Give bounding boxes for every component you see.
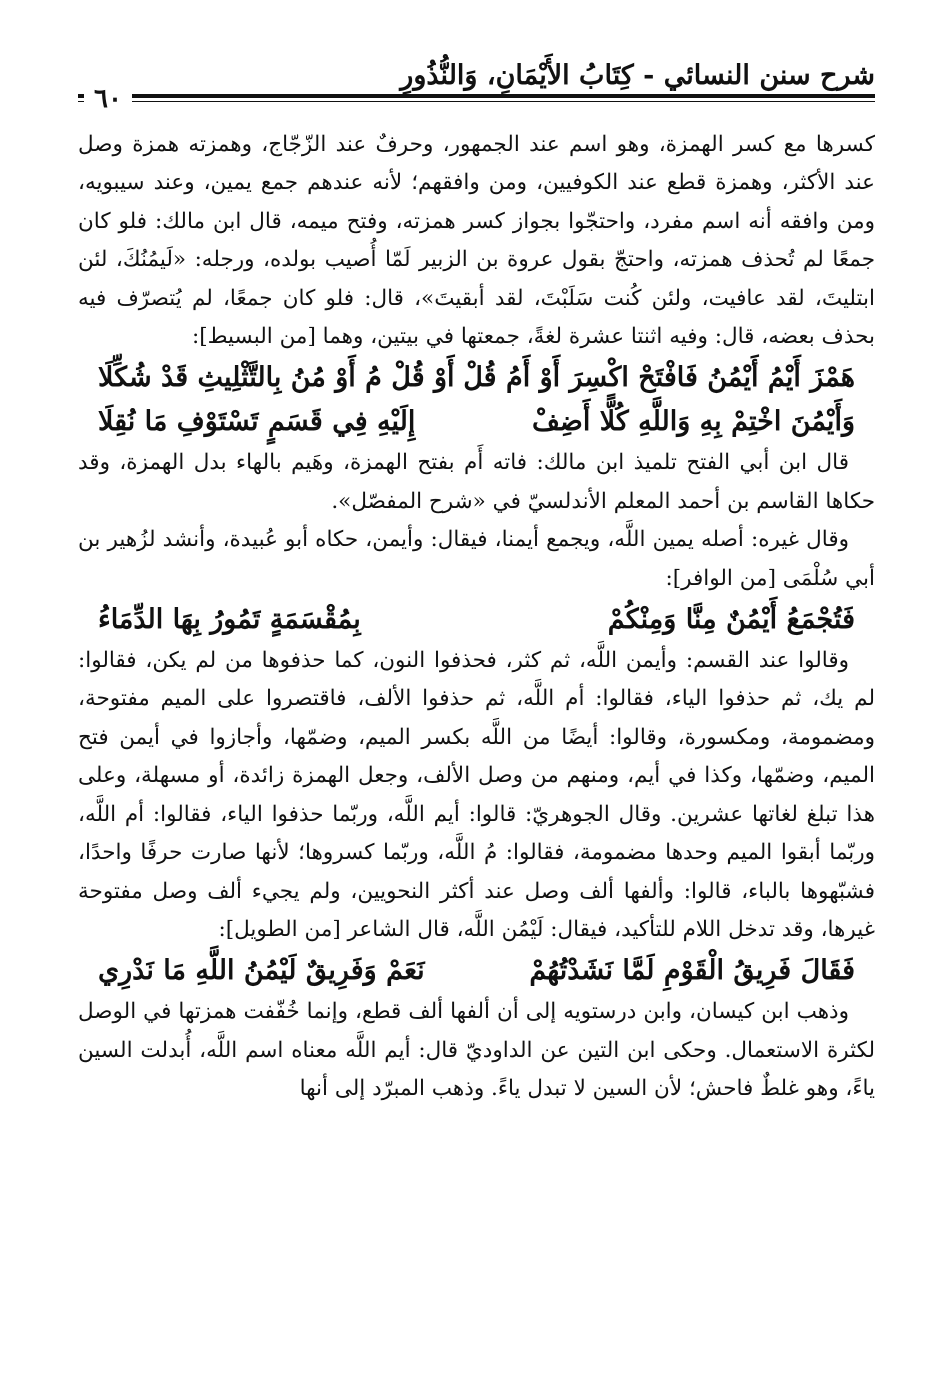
- running-title: شرح سنن النسائي - كِتَابُ الأَيْمَانِ، وَالنُّذُورِ: [400, 60, 875, 91]
- page-body: [78, 126, 875, 1109]
- verse-first-hemistich: هَمْزَ أَيْمُ أَيْمُنُ فَافْتَحْ اكْسِرَ أَوْ أَمُ قُلْ: [463, 362, 855, 394]
- verse-second-hemistich: إِلَيْهِ فِي قَسَمٍ تَسْتَوْفِ مَا نُقِلَا: [98, 406, 416, 438]
- header-rule-thick: [78, 94, 875, 98]
- verse-line: [78, 949, 875, 993]
- paragraph: وذهب ابن كيسان، وابن درستويه إلى أن ألفها ألف قطع، وإنما خُفّفت همزتها في الوصل لكثرة الاستعمال. وحكى ابن التين عن الداوديّ قال: أيم اللَّه معناه اسم اللَّه، أُبدلت السين ياءً، وهو غلطٌ فاحش؛ لأن السين لا تبدل ياءً. وذهب المبرّد إلى أنها: [78, 999, 875, 1102]
- verse-line: [78, 598, 875, 642]
- paragraph: قال ابن أبي الفتح تلميذ ابن مالك: فاته أَم بفتح الهمزة، وهَيم بالهاء بدل الهمزة، وقد حكاها القاسم بن أحمد المعلم الأندلسيّ في «شرح المفصّل».: [78, 450, 875, 514]
- verse-second-hemistich: أَوْ قُلْ مُ أَوْ مُنُ بِالتَّثْلِيثِ قَدْ شُكِّلَا: [98, 362, 455, 394]
- verse-line: [78, 400, 875, 444]
- verse-first-hemistich: فَقَالَ فَرِيقُ الْقَوْمِ لَمَّا نَشَدْتُهُمْ: [529, 955, 855, 987]
- page-header: [78, 0, 875, 126]
- page-number: ٦٠: [84, 84, 132, 114]
- verse-line: [78, 356, 875, 400]
- paragraph: كسرها مع كسر الهمزة، وهو اسم عند الجمهور، وحرفٌ عند الزّجّاج، وهمزته همزة وصل عند الأكثر، وهمزة قطع عند الكوفيين، ومن وافقهم؛ لأنه عندهم جمع يمين، وعند سيبويه، ومن وافقه أنه اسم مفرد، واحتجّوا بجواز كسر همزته، وفتح ميمه، قال ابن مالك: فلو كان جمعًا لم تُحذف همزته، واحتجّ بقول عروة بن الزبير لَمّا أُصيب بولده، ورجله: «لَيمُنُكَ، لئن ابتليتَ، لقد عافيت، ولئن كُنت سَلَبْتَ، لقد أبقيتَ»، قال: فلو كان جمعًا، لم يُتصرّف فيه بحذف بعضه، قال: وفيه اثنتا عشرة لغةً، جمعتها في بيتين، وهما [من البسيط]:: [78, 132, 875, 350]
- verse-first-hemistich: فَتُجْمَعُ أَيْمُنٌ مِنَّا وَمِنْكُمْ: [607, 604, 855, 636]
- verse-second-hemistich: نَعَمْ وَفَرِيقٌ لَيْمُنُ اللَّهِ مَا نَدْرِي: [98, 955, 425, 987]
- header-rule-thin: [78, 101, 875, 102]
- verse-second-hemistich: بِمُقْسَمَةٍ تَمُورُ بِهَا الدِّمَاءُ: [98, 604, 361, 636]
- verse-first-hemistich: وَأَيْمُنَ اخْتِمْ بِهِ وَاللَّهِ كُلًّا أَضِفْ: [531, 406, 855, 438]
- paragraph: وقالوا عند القسم: وأيمن اللَّه، ثم كثر، فحذفوا النون، كما حذفوها من لم يكن، فقالوا: لم يك، ثم حذفوا الياء، فقالوا: أم اللَّه، ثم حذفوا الألف، فاقتصروا على الميم مفتوحة، ومضمومة، ومكسورة، وقالوا: أيضًا من اللَّه بكسر الميم، وضمّها، وأجازوا في أيمن فتح الميم، وضمّها، وكذا في أيم، ومنهم من وصل الألف، وجعل الهمزة زائدة، أو مسهلة، وعلى هذا تبلغ لغاتها عشرين. وقال الجوهريّ: قالوا: أيم اللَّه، وربّما حذفوا الياء، فقالوا: أم اللَّه، وربّما أبقوا الميم وحدها مضمومة، فقالوا: مُ اللَّه، وربّما كسروها؛ لأنها صارت حرفًا واحدًا، فشبّهوها بالباء، قالوا: وألفها ألف وصل عند أكثر النحويين، ولم يجيء ألف وصل مفتوحة غيرها، وقد تدخل اللام للتأكيد، فيقال: لَيْمُن اللَّه، قال الشاعر [من الطويل]:: [78, 648, 875, 942]
- paragraph: وقال غيره: أصله يمين اللَّه، ويجمع أيمنا، فيقال: وأيمن، حكاه أبو عُبيدة، وأنشد لزُهير بن أبي سُلْمَى [من الوافر]:: [78, 527, 875, 591]
